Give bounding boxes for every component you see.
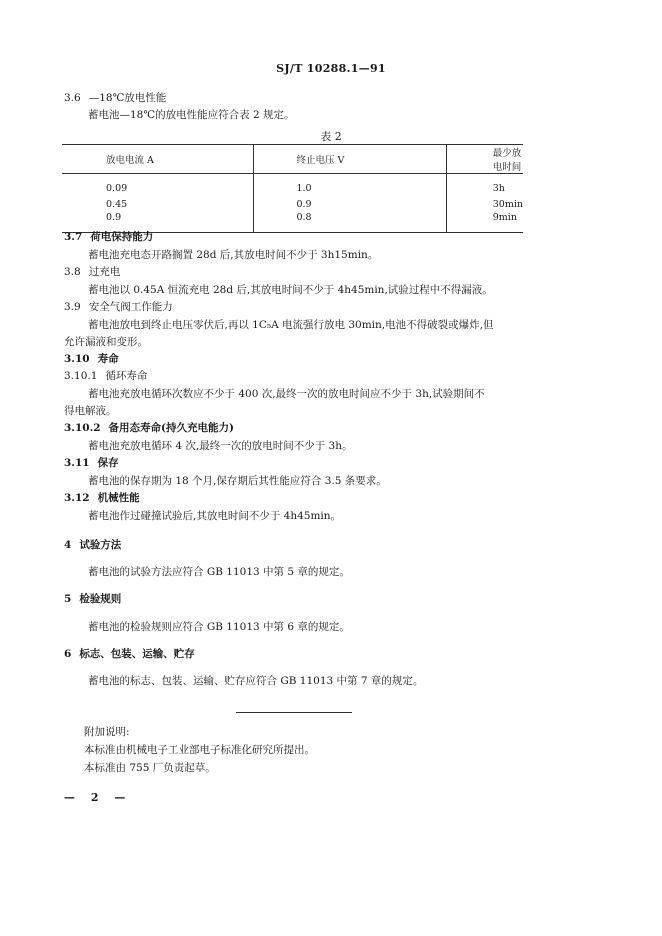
section-title: 机械性能: [97, 492, 140, 504]
section-number: 3.10.2: [64, 422, 101, 434]
section-title: 寿命: [97, 353, 119, 365]
section-3-10-2-heading: [64, 421, 234, 435]
section-title: —18℃放电性能: [88, 92, 167, 104]
section-number: 6: [64, 648, 72, 660]
table-header-row: [62, 145, 523, 174]
additional-note-line-2: 本标准由 755 厂负责起草。: [84, 762, 216, 774]
section-number: 4: [64, 539, 72, 551]
section-title: 检验规则: [79, 593, 122, 605]
section-3-7-text: 蓄电池充电态开路搁置 28d 后,其放电时间不少于 3h15min。: [88, 249, 379, 261]
section-4-text: 蓄电池的试验方法应符合 GB 11013 中第 5 章的规定。: [88, 566, 350, 578]
section-3-8-heading: [64, 265, 120, 279]
section-title: 备用态寿命(持久充电能力): [108, 422, 234, 434]
section-title: 循环寿命: [105, 370, 148, 382]
col-header-discharge-current: 放电电流 A: [62, 145, 254, 174]
section-3-7-heading: [64, 230, 153, 244]
section-number: 3.8: [64, 266, 81, 278]
section-5-text: 蓄电池的检验规则应符合 GB 11013 中第 6 章的规定。: [88, 621, 350, 633]
table-2-caption: 表 2: [320, 130, 342, 143]
section-number: 3.7: [64, 231, 83, 243]
standard-code-header: SJ/T 10288.1—91: [276, 62, 386, 75]
section-3-6-heading: [64, 91, 166, 105]
table-cell: 0.45: [106, 198, 128, 210]
section-3-10-1-text-line-2: 得电解液。: [64, 405, 117, 417]
section-3-10-heading: [64, 352, 119, 366]
section-number: 3.11: [64, 457, 90, 469]
table-cell: 9min: [446, 212, 523, 233]
table-cell: 0.9: [254, 196, 446, 212]
section-title: 荷电保持能力: [90, 231, 154, 243]
section-number: 3.6: [64, 92, 81, 104]
section-number: 3.10.1: [64, 370, 98, 382]
section-number: 3.9: [64, 301, 81, 313]
section-3-9-heading: [64, 300, 173, 314]
page-number: — 2 —: [64, 791, 132, 804]
section-3-8-text: 蓄电池以 0.45A 恒流充电 28d 后,其放电时间不少于 4h45min,试验过程中不得漏液。: [88, 284, 493, 296]
table-cell: 0.09: [106, 182, 128, 194]
table-cell: 3h: [446, 174, 523, 197]
table-cell: 0.9: [62, 212, 254, 233]
table-cell: 0.8: [254, 212, 446, 233]
section-4-heading: [64, 538, 121, 552]
section-number: 3.12: [64, 492, 90, 504]
section-3-10-1-heading: [64, 369, 147, 383]
additional-note-title: 附加说明:: [84, 726, 130, 738]
section-title: 标志、包装、运输、贮存: [79, 648, 195, 660]
table-cell: 30min: [446, 196, 523, 212]
section-number: 5: [64, 593, 72, 605]
divider: [236, 712, 352, 713]
section-5-heading: [64, 592, 121, 606]
section-3-6-text: 蓄电池—18℃的放电性能应符合表 2 规定。: [88, 109, 295, 121]
col-header-cutoff-voltage: 终止电压 V: [254, 145, 446, 174]
section-number: 3.10: [64, 353, 90, 365]
section-3-12-heading: [64, 491, 140, 505]
section-3-11-heading: [64, 456, 119, 470]
section-title: 安全气阀工作能力: [88, 301, 173, 313]
section-title: 保存: [97, 457, 119, 469]
section-title: 试验方法: [79, 539, 122, 551]
col-header-min-discharge-time: 最少放电时间: [446, 145, 523, 174]
table-row: [62, 196, 523, 212]
section-3-9-text-line-2: 允许漏液和变形。: [64, 336, 148, 348]
section-6-heading: [64, 647, 195, 661]
additional-note-line-1: 本标准由机械电子工业部电子标准化研究所提出。: [84, 744, 315, 756]
section-3-10-1-text-line-1: 蓄电池充放电循环次数应不少于 400 次,最终一次的放电时间应不少于 3h,试验期间不: [88, 388, 485, 400]
section-6-text: 蓄电池的标志、包装、运输、贮存应符合 GB 11013 中第 7 章的规定。: [88, 675, 424, 687]
section-3-12-text: 蓄电池作过碰撞试验后,其放电时间不少于 4h45min。: [88, 510, 342, 522]
table-row: [62, 174, 523, 197]
table-cell: 1.0: [254, 174, 446, 197]
section-3-9-text-line-1: 蓄电池放电到终止电压零伏后,再以 1C₅A 电流强行放电 30min,电池不得破裂或爆炸,但: [88, 319, 494, 331]
section-title: 过充电: [88, 266, 121, 278]
table-2: [62, 144, 523, 233]
section-3-10-2-text: 蓄电池充放电循环 4 次,最终一次的放电时间不少于 3h。: [88, 440, 353, 452]
section-3-11-text: 蓄电池的保存期为 18 个月,保存期后其性能应符合 3.5 条要求。: [88, 475, 387, 487]
